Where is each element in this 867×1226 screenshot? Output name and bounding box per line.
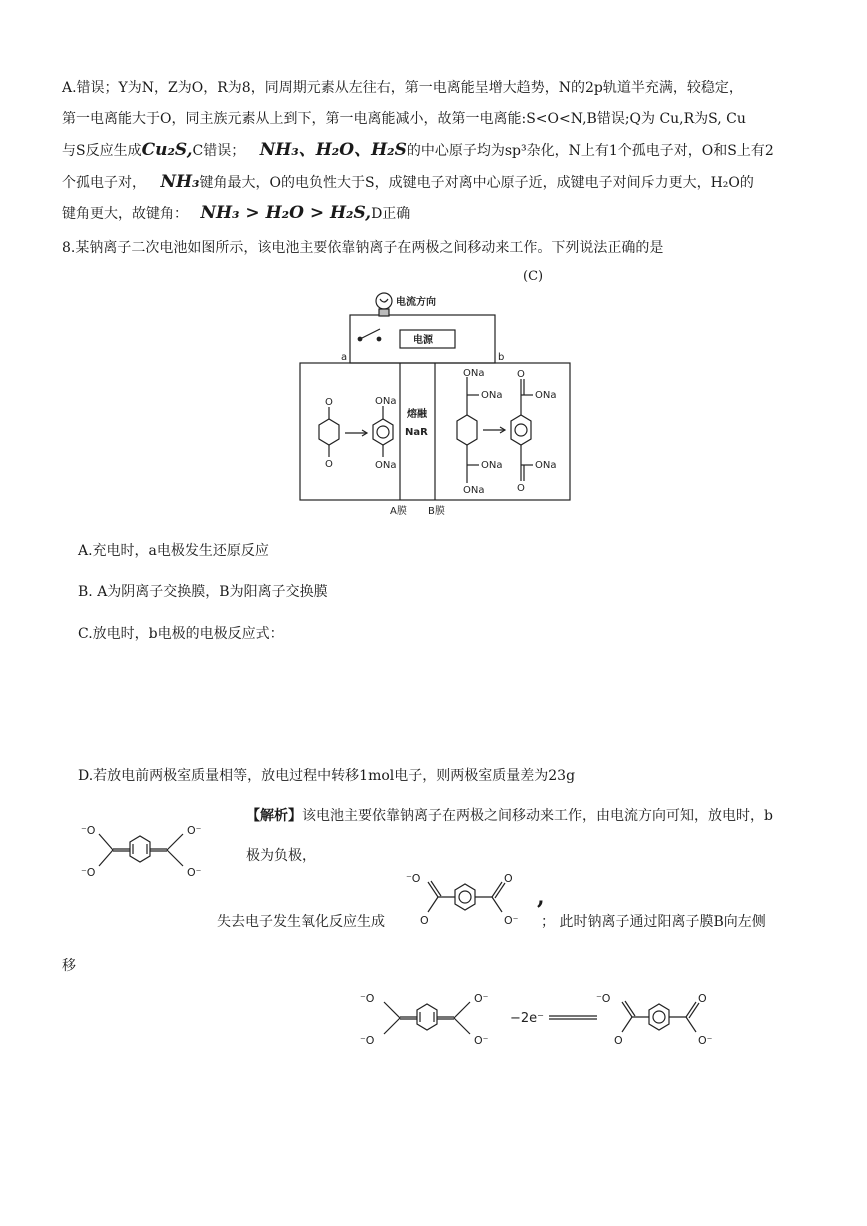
text-segment: 的中心原子均为sp³杂化，N上有1个孤电子对，O和S上有2 xyxy=(406,143,774,159)
analysis-line-5 xyxy=(62,203,410,224)
answer-label: (C) xyxy=(523,269,544,284)
anion-label: O⁻ xyxy=(187,866,202,879)
quinone-ring xyxy=(319,419,339,445)
text-segment: 该电池主要依靠钠离子在两极之间移动来工作，由电流方向可知，放电时，b xyxy=(302,808,773,824)
anion-label: O⁻ xyxy=(504,914,519,927)
ona-label: ONa xyxy=(375,460,397,471)
quinoid-ring xyxy=(457,415,477,445)
analysis-line-2: 第一电离能大于O，同主族元素从上到下，第一电离能减小，故第一电离能:S<O<N,B错误;Q为 Cu,R为S, Cu xyxy=(62,111,746,127)
formula-hydrides: NH₃、H₂O、H₂S xyxy=(259,140,407,160)
electrode-b-label: b xyxy=(498,352,505,363)
text-segment: C错误； xyxy=(192,143,246,159)
oxygen-label: O xyxy=(325,459,333,470)
option-b: B. A为阴离子交换膜，B为阳离子交换膜 xyxy=(78,584,328,600)
analysis-line-1: A.错误；Y为N，Z为O，R为8，同周期元素从左往右，第一电离能呈增大趋势，N的2p轨道半充满，较稳定， xyxy=(62,80,743,96)
ona-label: ONa xyxy=(535,460,557,471)
anion-label: ⁻O xyxy=(596,992,611,1005)
option-c: C.放电时，b电极的电极反应式： xyxy=(78,626,284,642)
text-segment: 个孤电子对， xyxy=(62,175,146,191)
membrane-a-label: A膜 xyxy=(390,506,407,517)
membrane-b-label: B膜 xyxy=(428,506,445,517)
solution-line-1 xyxy=(246,806,773,826)
oxygen-label: O xyxy=(325,397,333,408)
text-segment: D正确 xyxy=(371,206,411,222)
nar-label: NaR xyxy=(405,427,428,438)
solution-line-3b: ； 此时钠离子通过阳离子膜B向左侧 xyxy=(541,914,766,930)
ona-label: ONa xyxy=(375,396,397,407)
electrode-a-label: a xyxy=(341,352,348,363)
solution-line-2: 极为负极， xyxy=(246,848,316,864)
anion-label: ⁻O xyxy=(360,992,375,1005)
question-stem: 8.某钠离子二次电池如图所示，该电池主要依靠钠离子在两极之间移动来工作。下列说法正确的是 xyxy=(62,240,664,256)
oxygen-label: O xyxy=(614,1034,623,1047)
analysis-line-4 xyxy=(62,172,754,193)
oxygen-label: O xyxy=(420,914,429,927)
anion-label: O⁻ xyxy=(474,992,489,1005)
product-structure xyxy=(400,868,545,933)
anion-label: O⁻ xyxy=(698,1034,713,1047)
text-segment: 键角更大，故键角： xyxy=(62,206,188,222)
formula-nh3: NH₃ xyxy=(160,172,200,192)
oxygen-label: O xyxy=(698,992,707,1005)
comma: , xyxy=(537,884,545,910)
text-segment: 与S反应生成 xyxy=(62,143,142,159)
analysis-line-3 xyxy=(62,140,774,161)
half-reaction-equation xyxy=(352,980,772,1050)
solution-line-3a: 失去电子发生氧化反应生成 xyxy=(217,914,385,930)
benzene-ring xyxy=(373,419,393,445)
oxygen-label: O xyxy=(517,369,525,380)
anion-label: ⁻O xyxy=(81,866,96,879)
electron-loss: −2e⁻ xyxy=(510,1011,545,1026)
ona-label: ONa xyxy=(535,390,557,401)
oxygen-label: O xyxy=(517,483,525,494)
solution-line-4: 移 xyxy=(62,958,76,974)
anion-label: ⁻O xyxy=(81,824,96,837)
text-segment: 键角最大，O的电负性大于S，成键电子对离中心原子近，成键电子对间斥力更大，H₂O的 xyxy=(199,175,754,191)
current-direction-label: 电流方向 xyxy=(396,297,436,308)
ona-label: ONa xyxy=(463,368,485,379)
ona-label: ONa xyxy=(481,390,503,401)
bulb-icon xyxy=(376,293,392,309)
ona-label: ONa xyxy=(481,460,503,471)
formula-bond-angle-order: NH₃ > H₂O > H₂S, xyxy=(200,203,372,223)
molten-label: 熔融 xyxy=(407,409,427,420)
oxygen-label: O xyxy=(504,872,513,885)
anion-label: O⁻ xyxy=(474,1034,489,1047)
reactant-structure xyxy=(75,812,220,887)
anion-label: O⁻ xyxy=(187,824,202,837)
bulb-base-icon xyxy=(379,309,389,316)
solution-heading: 【解析】 xyxy=(246,808,302,824)
option-a: A.充电时，a电极发生还原反应 xyxy=(78,543,269,559)
formula-cu2s: Cu₂S, xyxy=(141,140,193,160)
anion-label: ⁻O xyxy=(360,1034,375,1047)
power-label: 电源 xyxy=(413,335,433,346)
battery-diagram xyxy=(295,285,580,520)
anion-label: ⁻O xyxy=(406,872,421,885)
ona-label: ONa xyxy=(463,485,485,496)
option-d: D.若放电前两极室质量相等，放电过程中转移1mol电子，则两极室质量差为23g xyxy=(78,768,576,784)
terephthalate-ring xyxy=(511,415,531,445)
